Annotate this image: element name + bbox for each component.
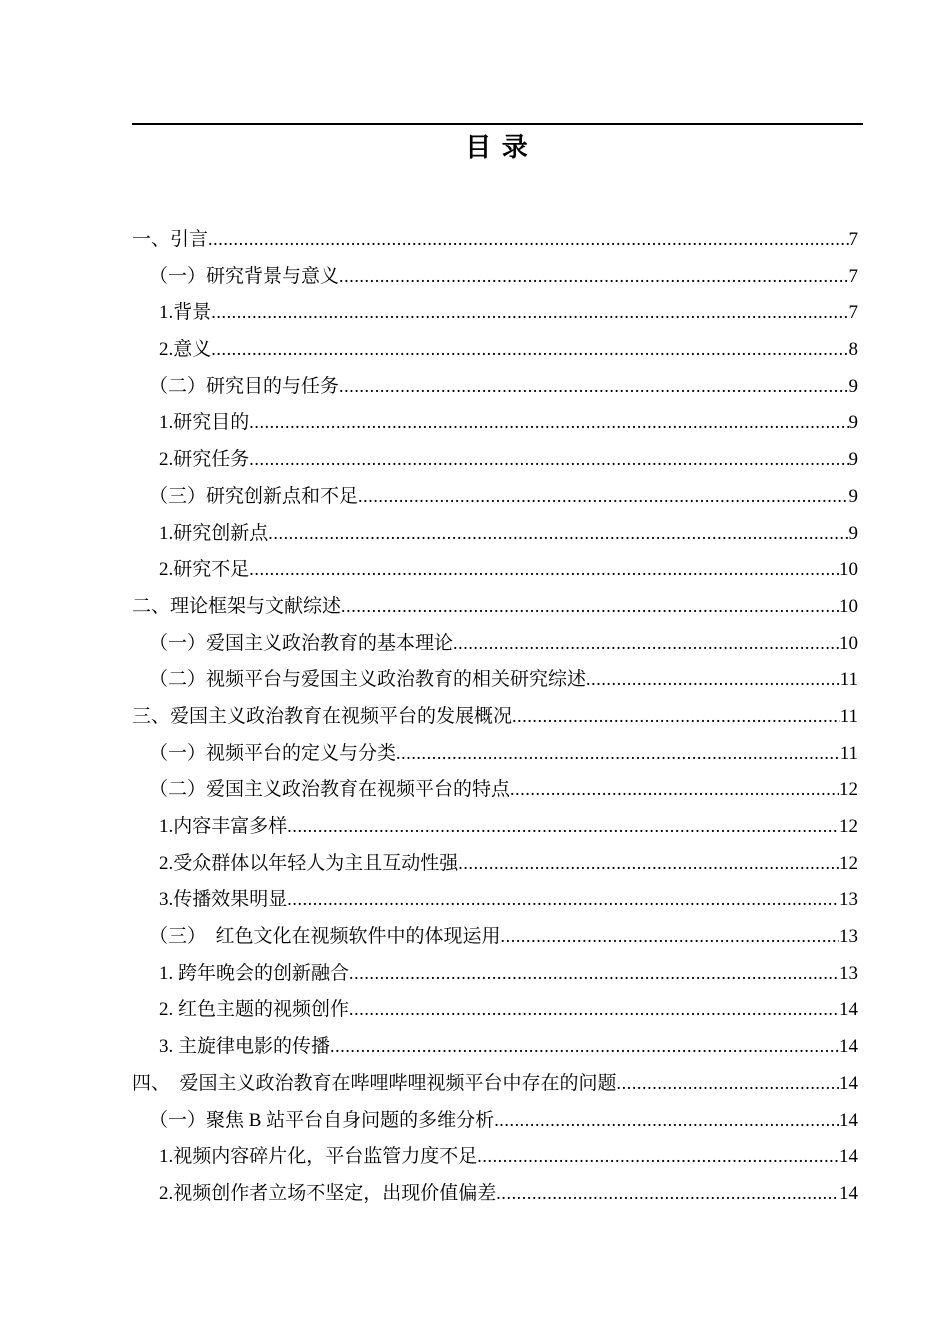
toc-leader-dots	[510, 771, 839, 809]
toc-page-number: 14	[839, 999, 858, 1021]
toc-page-number: 10	[839, 559, 858, 581]
toc-entry[interactable]	[132, 331, 858, 368]
toc-leader-dots	[249, 551, 839, 589]
toc-leader-dots	[496, 1175, 839, 1213]
toc-leader-dots	[494, 1102, 839, 1140]
toc-entry[interactable]	[132, 1175, 858, 1212]
toc-entry[interactable]	[132, 294, 858, 331]
header-rule	[132, 123, 863, 125]
toc-page-number: 14	[839, 1036, 858, 1058]
toc-page-number: 9	[848, 449, 858, 471]
toc-leader-dots	[349, 991, 839, 1029]
toc-entry-label: （二）爱国主义政治教育在视频平台的特点	[149, 779, 511, 801]
toc-page-number: 7	[848, 302, 858, 324]
toc-entry-label: （一）研究背景与意义	[149, 265, 340, 287]
toc-page-number: 14	[839, 1182, 858, 1204]
toc-entry[interactable]	[132, 1028, 858, 1065]
toc-leader-dots	[330, 1028, 839, 1066]
toc-page-number: 9	[848, 412, 858, 434]
toc-entry[interactable]	[132, 441, 858, 478]
toc-entry-label: （一）聚焦 B 站平台自身问题的多维分析	[149, 1109, 495, 1131]
toc-leader-dots	[512, 698, 840, 736]
toc-entry[interactable]	[132, 735, 858, 772]
toc-entry[interactable]	[132, 258, 858, 295]
toc-leader-dots	[358, 478, 848, 516]
toc-page-number: 11	[839, 669, 858, 691]
toc-entry[interactable]	[132, 991, 858, 1028]
toc-page-number: 13	[839, 889, 858, 911]
toc-list	[132, 221, 858, 1212]
toc-entry-label: 三、爱国主义政治教育在视频平台的发展概况	[132, 705, 513, 727]
toc-page-number: 10	[839, 595, 858, 617]
toc-page-number: 7	[848, 265, 858, 287]
toc-entry-label: 一、引言	[132, 229, 209, 250]
toc-entry-label: 二、理论框架与文献综述	[132, 595, 342, 617]
toc-entry-label: （二）视频平台与爱国主义政治教育的相关研究综述	[149, 669, 587, 691]
toc-entry[interactable]	[132, 881, 858, 918]
toc-page-number: 11	[839, 742, 858, 764]
toc-entry[interactable]	[132, 625, 858, 662]
toc-entry[interactable]	[132, 478, 858, 515]
toc-leader-dots	[586, 661, 840, 699]
toc-entry-label: （二）研究目的与任务	[149, 375, 340, 397]
toc-page-number: 14	[839, 1072, 858, 1094]
toc-page-number: 11	[839, 705, 858, 727]
toc-page-number: 10	[839, 632, 858, 654]
toc-page-number: 14	[839, 1109, 858, 1131]
toc-entry-label: 2.意义	[159, 339, 212, 361]
toc-entry[interactable]	[132, 808, 858, 845]
toc-entry-label: （三） 红色文化在视频软件中的体现运用	[149, 926, 501, 948]
toc-entry-label: 2.研究任务	[159, 449, 250, 471]
toc-entry-label: 3. 主旋律电影的传播	[159, 1036, 331, 1058]
toc-leader-dots	[349, 955, 839, 993]
toc-leader-dots	[211, 294, 848, 332]
toc-page-number: 9	[848, 375, 858, 397]
toc-entry-label: 3.传播效果明显	[159, 889, 288, 911]
toc-entry-label: （一）视频平台的定义与分类	[149, 742, 397, 764]
toc-leader-dots	[249, 441, 848, 479]
toc-leader-dots	[458, 845, 839, 883]
toc-entry[interactable]	[132, 1102, 858, 1139]
toc-leader-dots	[287, 808, 839, 846]
toc-page-number: 9	[848, 485, 858, 507]
toc-page-number: 8	[848, 339, 858, 361]
toc-entry-label: 1.内容丰富多样	[159, 816, 288, 837]
toc-entry-label: 2.研究不足	[159, 559, 250, 581]
toc-entry-label: 1.研究创新点	[159, 522, 269, 544]
toc-leader-dots	[211, 331, 848, 369]
toc-entry[interactable]	[132, 404, 858, 441]
toc-entry[interactable]	[132, 955, 858, 992]
toc-entry-label: （一）爱国主义政治教育的基本理论	[149, 632, 454, 654]
toc-entry[interactable]	[132, 845, 858, 882]
toc-leader-dots	[396, 735, 840, 773]
toc-entry-label: 四、 爱国主义政治教育在哔哩哔哩视频平台中存在的问题	[132, 1072, 617, 1094]
toc-entry-label: （三）研究创新点和不足	[149, 485, 359, 507]
toc-page-number: 12	[839, 779, 858, 801]
toc-leader-dots	[341, 588, 839, 626]
toc-entry[interactable]	[132, 588, 858, 625]
toc-entry-label: 1.视频内容碎片化，平台监管力度不足	[159, 1146, 478, 1168]
toc-page-number: 9	[848, 522, 858, 544]
toc-leader-dots	[453, 625, 839, 663]
toc-entry[interactable]	[132, 1065, 858, 1102]
toc-entry[interactable]	[132, 661, 858, 698]
toc-page-number: 13	[839, 926, 858, 948]
toc-leader-dots	[617, 1065, 839, 1103]
toc-entry[interactable]	[132, 1138, 858, 1175]
toc-page-number: 7	[848, 229, 858, 250]
page-title: 目 录	[465, 133, 530, 162]
toc-entry[interactable]	[132, 368, 858, 405]
toc-leader-dots	[477, 1138, 839, 1176]
toc-entry-label: 2. 红色主题的视频创作	[159, 999, 350, 1021]
toc-leader-dots	[249, 404, 848, 442]
toc-page-number: 14	[839, 1146, 858, 1168]
toc-entry[interactable]	[132, 221, 858, 258]
toc-entry[interactable]	[132, 551, 858, 588]
toc-leader-dots	[339, 258, 848, 296]
toc-entry-label: 2.受众群体以年轻人为主且互动性强	[159, 852, 459, 874]
toc-entry-label: 1. 跨年晚会的创新融合	[159, 962, 350, 984]
toc-entry-label: 2.视频创作者立场不坚定，出现价值偏差	[159, 1182, 497, 1204]
toc-leader-dots	[339, 368, 848, 406]
toc-page-number: 12	[839, 852, 858, 874]
toc-entry[interactable]	[132, 918, 858, 955]
toc-entry[interactable]	[132, 771, 858, 808]
toc-page-number: 13	[839, 962, 858, 984]
toc-entry[interactable]	[132, 515, 858, 552]
toc-leader-dots	[268, 515, 848, 553]
toc-entry[interactable]	[132, 698, 858, 735]
toc-entry-label: 1.背景	[159, 302, 212, 324]
toc-entry-label: 1.研究目的	[159, 412, 250, 434]
toc-leader-dots	[287, 881, 839, 919]
toc-leader-dots	[501, 918, 839, 956]
toc-leader-dots	[208, 221, 848, 259]
toc-page-number: 12	[839, 816, 858, 837]
